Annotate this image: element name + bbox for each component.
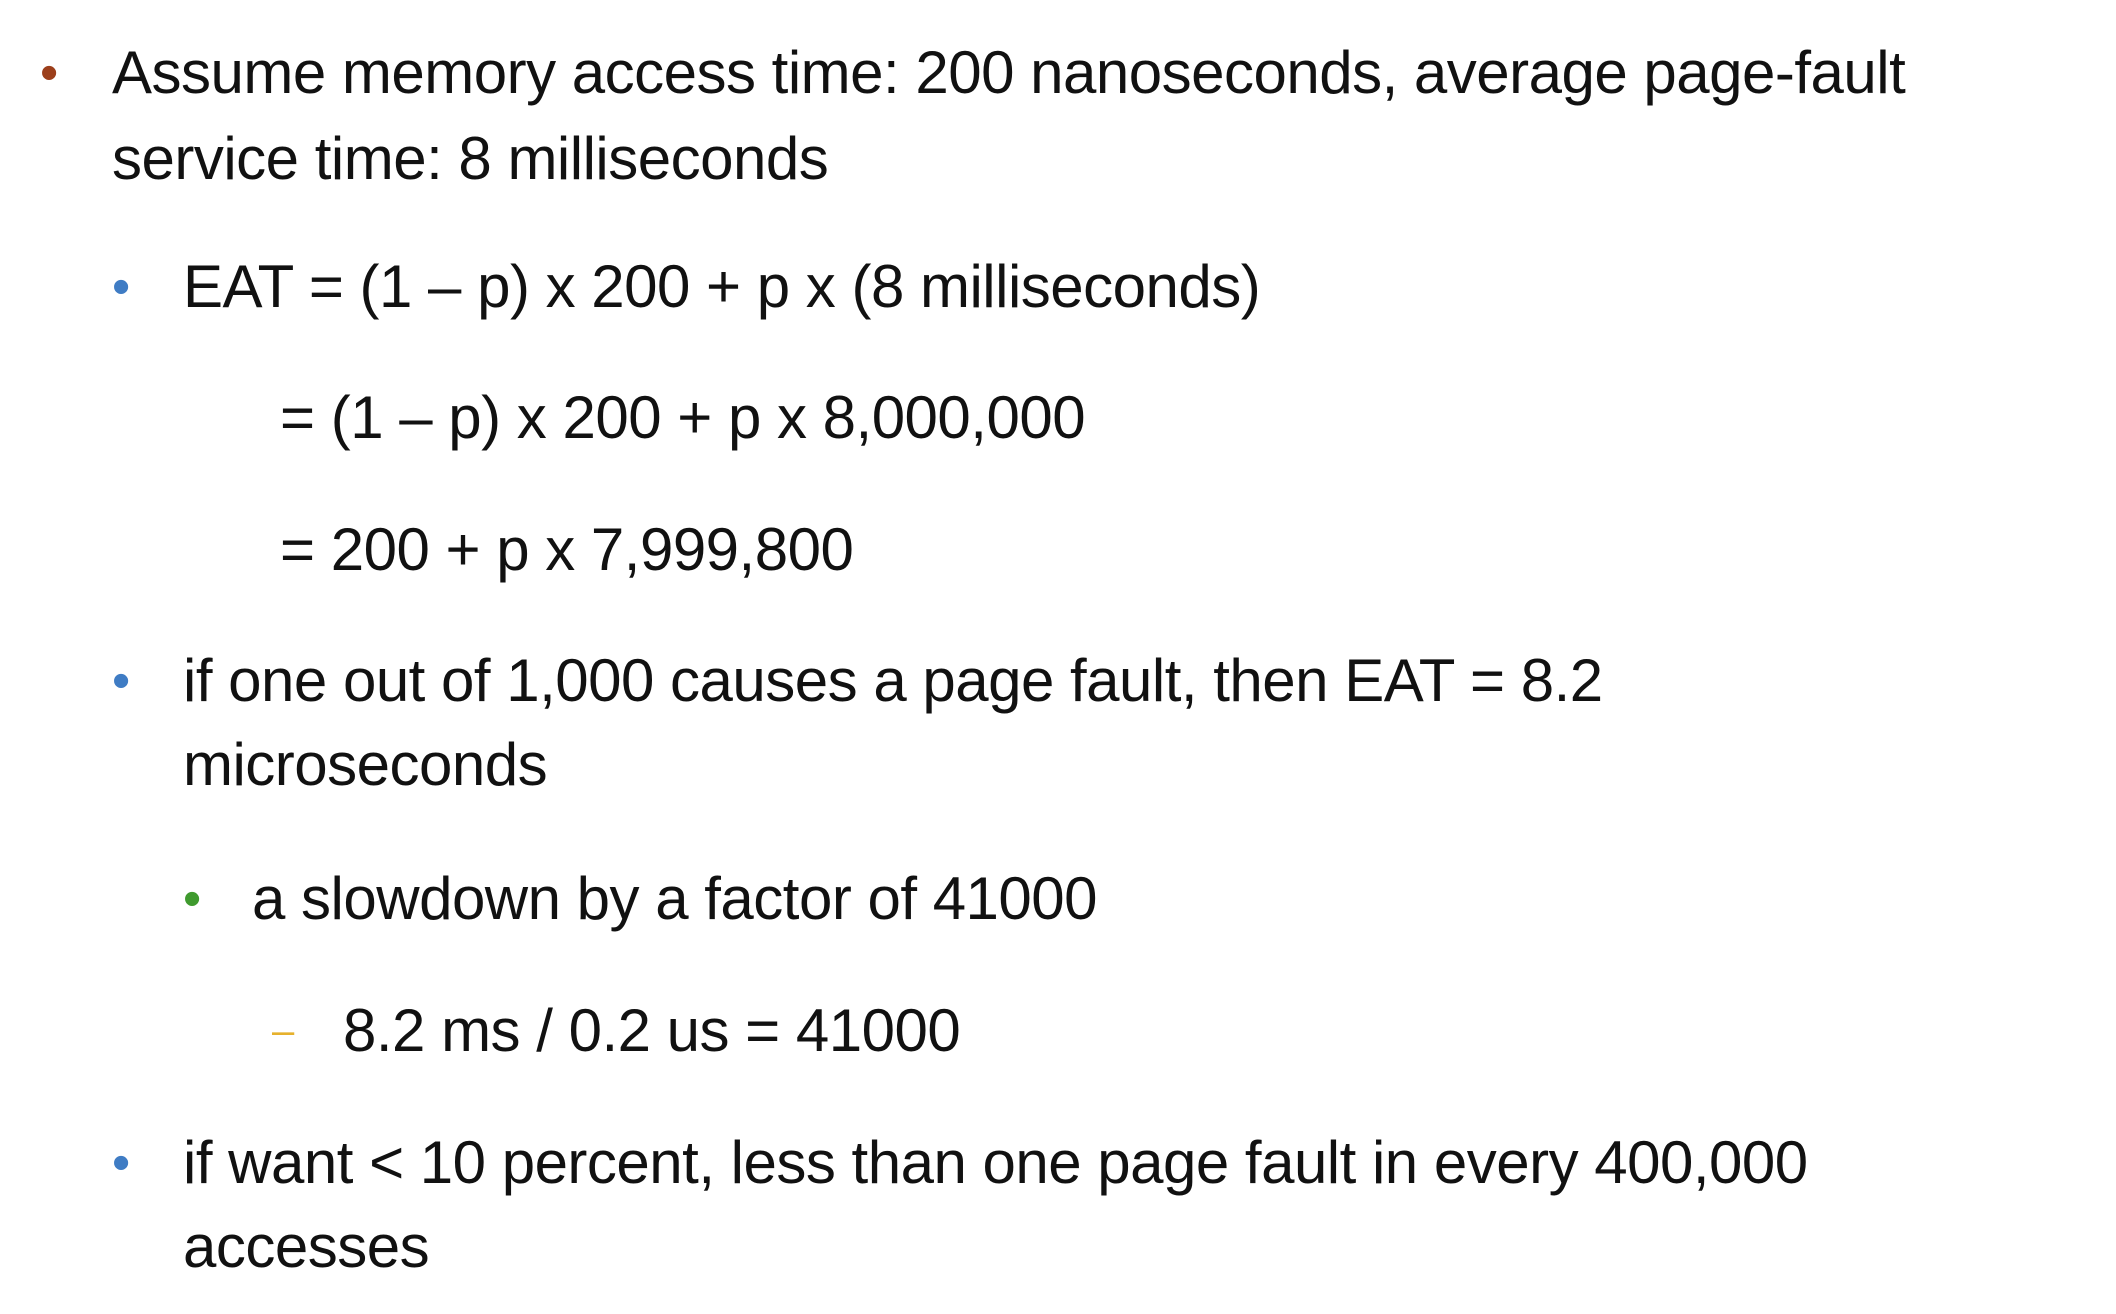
level3-bullet-icon: • (183, 870, 202, 928)
level2-bullet-icon: • (112, 258, 131, 316)
want-text-line2: accesses (183, 1213, 430, 1280)
eat-formula-line1: EAT = (1 – p) x 200 + p x (8 milliseconds) (183, 253, 1261, 320)
fault-text-line2: microseconds (183, 731, 548, 798)
slowdown-text: a slowdown by a factor of 41000 (252, 865, 1098, 932)
assume-text-line1: Assume memory access time: 200 nanoseconds, average page-fault (112, 39, 1906, 106)
level1-bullet-icon: • (40, 44, 59, 102)
eat-formula-line3: = 200 + p x 7,999,800 (280, 516, 854, 583)
assume-text-line2: service time: 8 milliseconds (112, 125, 829, 192)
eat-formula-line2: = (1 – p) x 200 + p x 8,000,000 (280, 384, 1086, 451)
level2-bullet-icon: • (112, 1134, 131, 1192)
calc-text: 8.2 ms / 0.2 us = 41000 (343, 997, 961, 1064)
level2-bullet-icon: • (112, 652, 131, 710)
fault-text-line1: if one out of 1,000 causes a page fault, then EAT = 8.2 (183, 647, 1603, 714)
want-text-line1: if want < 10 percent, less than one page fault in every 400,000 (183, 1129, 1808, 1196)
level4-dash-icon: – (272, 1009, 295, 1053)
